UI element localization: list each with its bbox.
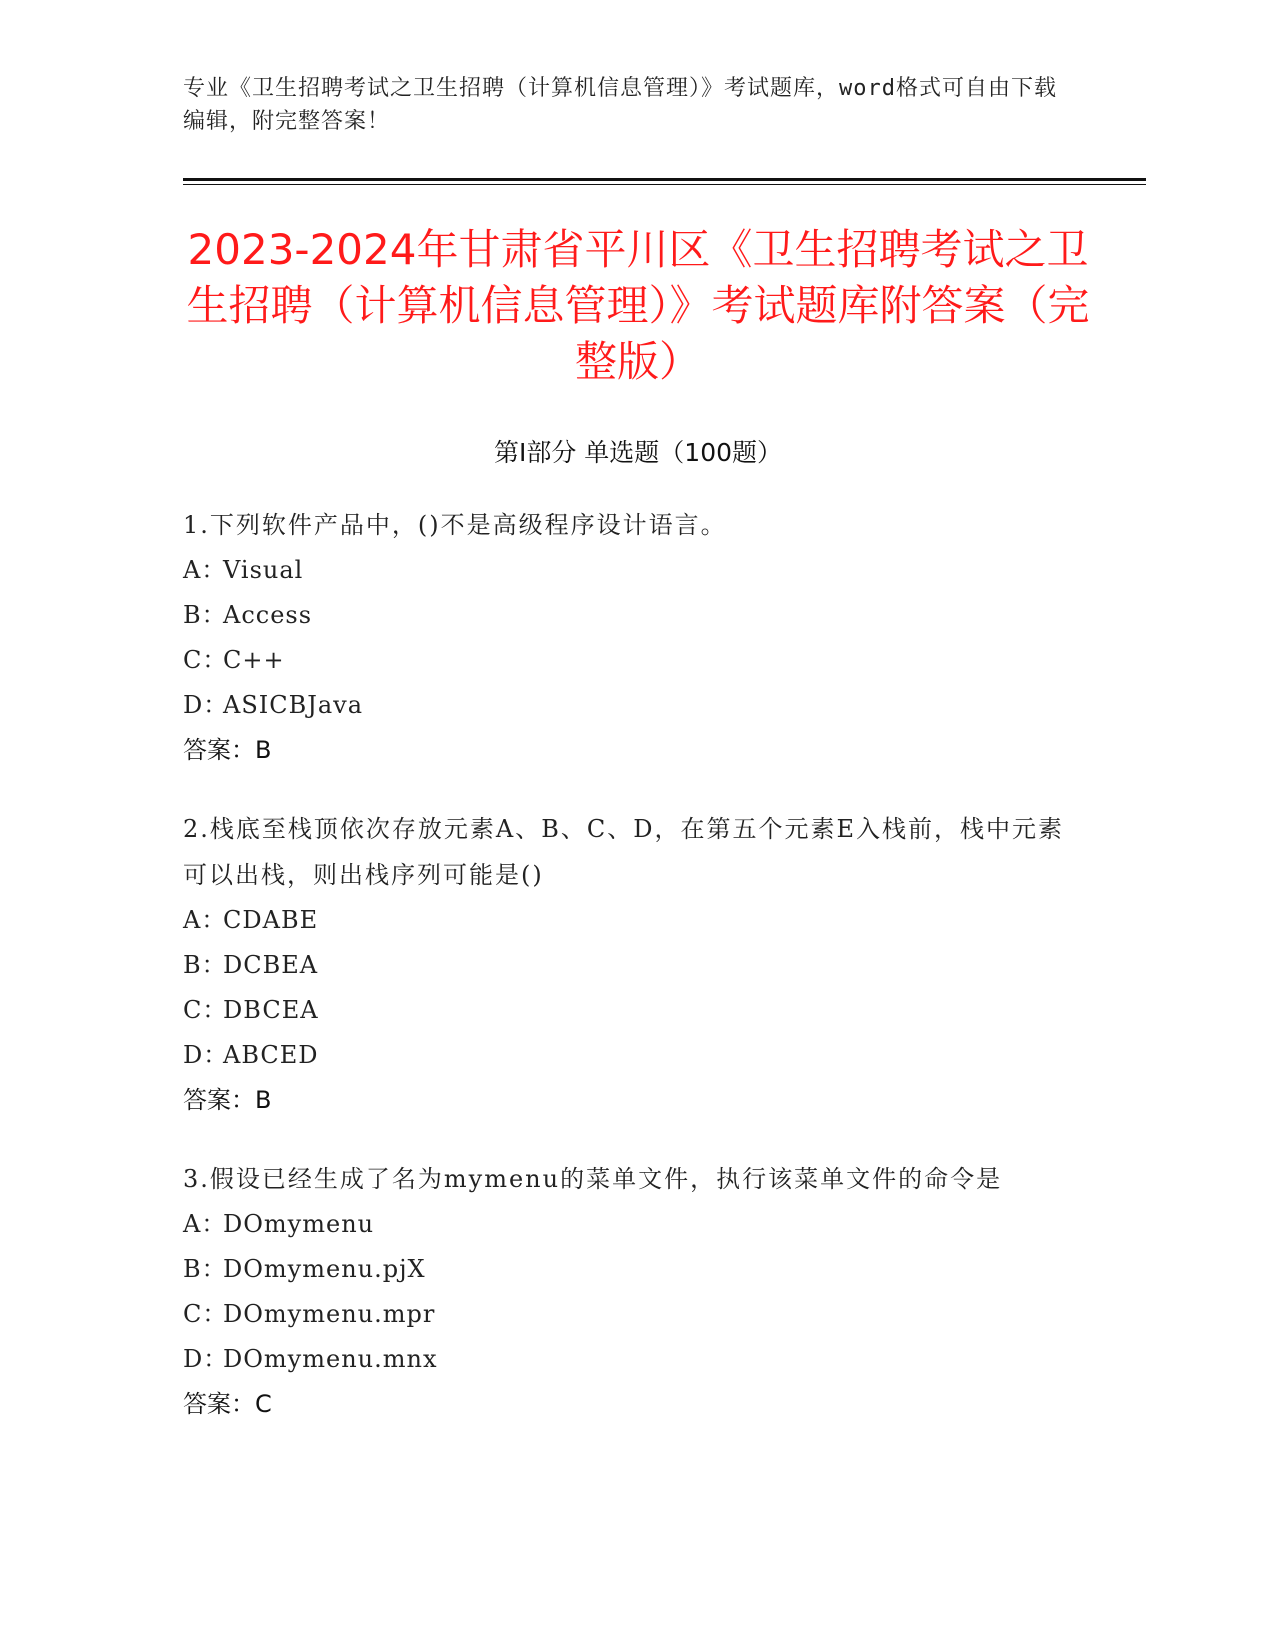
answer: 答案：C [183, 1390, 272, 1418]
option-text: C++ [223, 646, 285, 674]
option-letter: A： [183, 906, 227, 934]
option-letter: C： [183, 996, 228, 1024]
question-1 [183, 502, 1083, 773]
section-title: 第Ⅰ部分 单选题（100题） [493, 438, 783, 467]
option-b [183, 943, 1083, 988]
option-text: ABCED [223, 1041, 319, 1069]
option-text: DOmymenu.mnx [223, 1345, 438, 1373]
option-text: Access [223, 601, 313, 629]
header-divider-thin [183, 184, 1146, 185]
option-letter: B： [183, 1255, 227, 1283]
option-a [183, 898, 1083, 943]
option-text: CDABE [223, 906, 319, 934]
option-d [183, 1337, 1083, 1382]
option-b [183, 593, 1083, 638]
option-text: DBCEA [223, 996, 319, 1024]
option-d [183, 683, 1083, 728]
header-note: 专业《卫生招聘考试之卫生招聘（计算机信息管理）》考试题库，word格式可自由下载编辑，附完整答案！ [183, 76, 1057, 134]
question-2 [183, 806, 1083, 1123]
question-stem: 2.栈底至栈顶依次存放元素A、B、C、D，在第五个元素E入栈前，栈中元素可以出栈，则出栈序列可能是() [183, 815, 1064, 889]
option-letter: C： [183, 1300, 228, 1328]
header-divider-thick [183, 178, 1146, 181]
option-c [183, 638, 1083, 683]
option-text: DOmymenu.pjX [223, 1255, 426, 1283]
answer: 答案：B [183, 736, 272, 764]
question-stem: 3.假设已经生成了名为mymenu的菜单文件，执行该菜单文件的命令是 [183, 1165, 1003, 1193]
option-d [183, 1033, 1083, 1078]
option-letter: D： [183, 691, 229, 719]
option-letter: D： [183, 1345, 229, 1373]
document-title: 2023-2024年甘肃省平川区《卫生招聘考试之卫生招聘（计算机信息管理）》考试题库附答案（完整版） [186, 225, 1090, 386]
option-letter: B： [183, 601, 227, 629]
option-letter: B： [183, 951, 227, 979]
option-letter: A： [183, 1210, 227, 1238]
option-a [183, 1202, 1083, 1247]
option-text: DOmymenu.mpr [223, 1300, 436, 1328]
option-a [183, 548, 1083, 593]
answer: 答案：B [183, 1086, 272, 1114]
option-letter: C： [183, 646, 228, 674]
option-text: DCBEA [223, 951, 319, 979]
option-letter: A： [183, 556, 227, 584]
option-text: DOmymenu [223, 1210, 375, 1238]
option-b [183, 1247, 1083, 1292]
option-text: Visual [223, 556, 304, 584]
question-3 [183, 1156, 1083, 1427]
option-c [183, 988, 1083, 1033]
option-text: ASICBJava [223, 691, 364, 719]
option-letter: D： [183, 1041, 229, 1069]
question-stem: 1.下列软件产品中，()不是高级程序设计语言。 [183, 511, 727, 539]
option-c [183, 1292, 1083, 1337]
